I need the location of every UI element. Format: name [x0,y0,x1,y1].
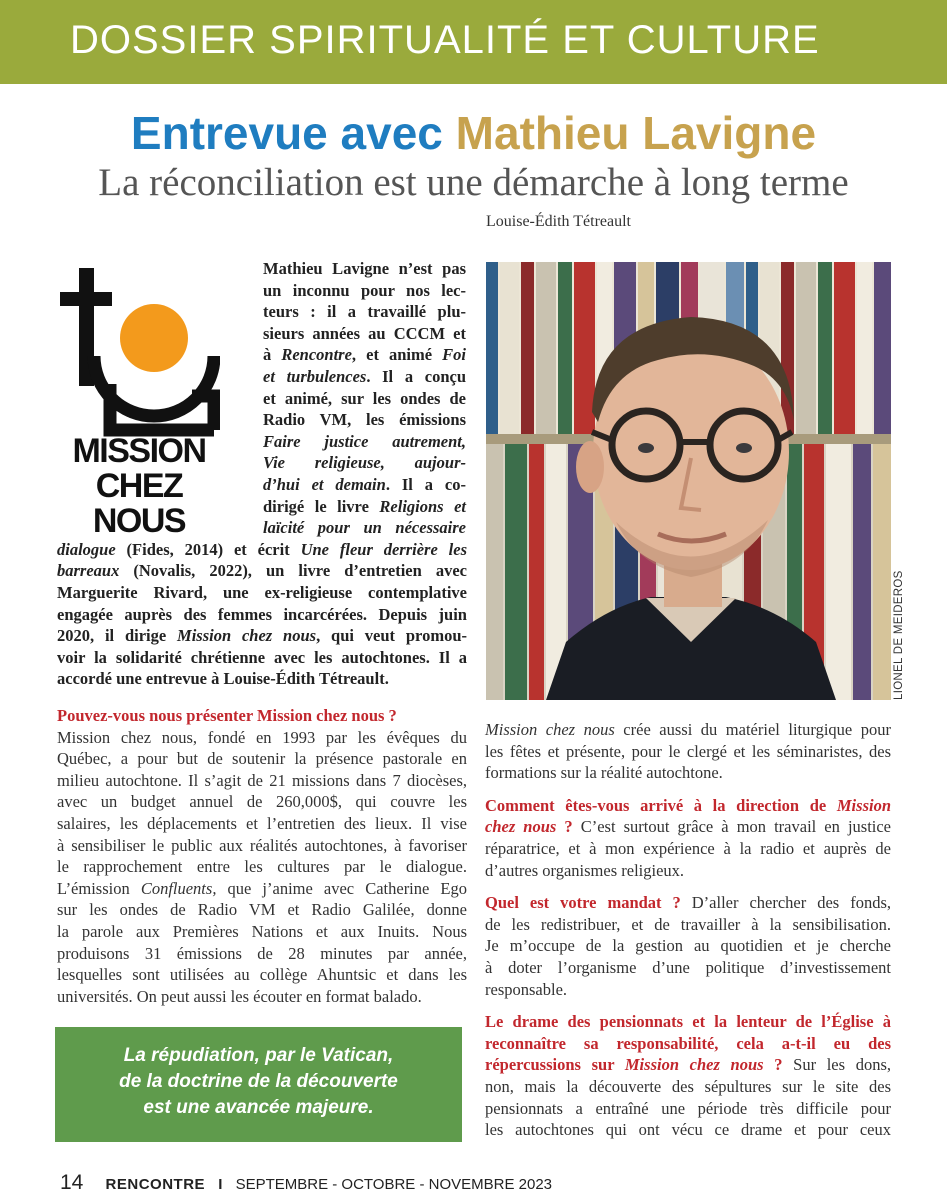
text-line: Quel est votre mandat ? D’aller chercher des fonds, [485,893,891,913]
logo-word: CHEZ [95,467,183,505]
intro-line: et turbulences. Il a conçu [263,367,466,386]
text-line: de les redistribuer, et de travailler à la sensibilisation. [485,914,891,934]
intro-line: Radio VM, les émissions [263,410,466,430]
intro-line: dirigé le livre Religions et [263,496,466,516]
logo-wordmark [58,434,220,539]
text-line: universités. On peut aussi les écouter en format balado. [57,986,422,1006]
text-line: Québec, a pour but de soutenir la présence pastorale en [57,749,467,769]
text-line: salaires, les déplacements et l’entretien des lieux. Il vise [57,814,467,833]
article-title-part1: Entrevue avec [130,107,443,159]
intro-line: Marguerite Rivard, une ex-religieuse contemplative [57,583,467,602]
article-author: Louise-Édith Tétreault [486,213,631,230]
text-line: pensionnats a entraîné une période très difficile pour [485,1098,891,1118]
text-line: à doter l’organisme d’une politique d’investissement [485,958,891,977]
text-line: les fêtes et présente, pour le clergé et les séminaristes, des [485,741,891,761]
text-line: responsable. [485,979,568,999]
text-line: d’autres organismes religieux. [485,860,685,880]
page-footer [60,1171,552,1195]
text-line: les autochtones qui ont vécu ce drame et pour ceux [485,1120,891,1140]
intro-line: engagée auprès des femmes incarcérées. Depuis juin [57,604,467,624]
text-line: réparatrice, et à mon expérience à la radio et auprès de [485,839,891,858]
intro-line: Faire justice autrement, [263,431,466,451]
magazine-name: RENCONTRE [105,1176,206,1193]
text-line: chez nous ? C’est surtout grâce à mon travail en justice [485,817,892,837]
cross-sun-logo-icon [58,262,220,437]
portrait-photo [486,262,891,700]
pull-quote-line: La répudiation, par le Vatican, [123,1045,394,1066]
text-line: avec un budget annuel de 260,000$, qui couvre les [57,792,467,812]
text-line: L’émission Confluents, que j’anime avec Catherine Ego [57,878,467,898]
intro-line: Vie religieuse, aujour- [263,453,466,473]
pull-quote-line: est une avancée majeure. [143,1097,374,1118]
page-number: 14 [60,1171,84,1194]
intro-line: un inconnu pour nos lec- [263,280,466,300]
text-line: Comment êtes-vous arrivé à la direction de Mission [485,795,891,815]
section-banner [0,0,947,84]
text-line: la parole aux Premières Nations et aux Inuits. Nous [57,922,467,941]
text-line: Mission chez nous crée aussi du matériel liturgique pour [485,720,891,739]
intro-line: laïcité pour un nécessaire [263,518,466,538]
logo-word: MISSION [72,432,206,470]
intro-line: Mathieu Lavigne n’est pas [263,259,466,278]
text-line: Pouvez-vous nous présenter Mission chez nous ? [57,706,397,725]
intro-line: voir la solidarité chrétienne avec les autochtones. Il a [57,647,467,667]
portrait-illustration [486,262,891,700]
intro-line: d’hui et demain. Il a co- [263,475,466,494]
text-line: Le drame des pensionnats et la lenteur de l’Église à [485,1012,891,1032]
mission-chez-nous-logo [58,262,220,540]
text-line: produisons 31 émissions de 28 minutes par année, [57,943,467,963]
pull-quote [55,1027,462,1142]
text-line: milieu autochtone. Il s’agit de 21 missions dans 7 diocèses, [57,770,467,790]
intro-line: et animé, sur les ondes de [263,388,466,408]
text-line: à sensibiliser le public aux réalités autochtones, à favoriser [57,835,467,855]
intro-line: accordé une entrevue à Louise-Édith Tétreault. [57,669,389,689]
article-subtitle: La réconciliation est une démarche à long terme [98,161,849,204]
text-line: répercussions sur Mission chez nous ? Sur les dons, [485,1055,891,1075]
issue-date: SEPTEMBRE - OCTOBRE - NOVEMBRE 2023 [235,1176,553,1193]
article-title-part2: Mathieu Lavigne [455,107,817,159]
intro-line: sieurs années au CCCM et [263,323,466,343]
text-line: Je m’occupe de la gestion au quotidien et je cherche [485,936,891,956]
text-line: le rapprochement entre les cultures par le dialogue. [57,857,467,877]
text-line: lesquelles sont utilisées au collège Ahuntsic et dans les [57,965,467,985]
text-line: non, mais la découverte des sépultures sur le site des [485,1077,891,1096]
text-line: formations sur la réalité autochtone. [485,763,723,783]
intro-line: 2020, il dirige Mission chez nous, qui veut promou- [57,626,467,646]
intro-line: teurs : il a travaillé plu- [263,302,466,322]
footer-separator: I [218,1176,223,1193]
photo-credit: LIONEL DE MEIDEROS [893,570,905,700]
logo-word: NOUS [92,502,186,540]
text-line: sur les ondes de Radio VM et Radio Galilée, donne [57,900,467,920]
section-title: DOSSIER SPIRITUALITÉ ET CULTURE [70,18,820,62]
intro-line: à Rencontre, et animé Foi [263,345,466,365]
text-line: Mission chez nous, fondé en 1993 par les évêques du [57,727,467,747]
text-line: reconnaître sa responsabilité, cela a-t-il eu des [485,1033,891,1053]
intro-line: barreaux (Novalis, 2022), un livre d’entretien avec [57,561,467,581]
pull-quote-line: de la doctrine de la découverte [119,1071,398,1092]
article-title [0,106,947,160]
intro-line: dialogue (Fides, 2014) et écrit Une fleur derrière les [57,539,467,559]
